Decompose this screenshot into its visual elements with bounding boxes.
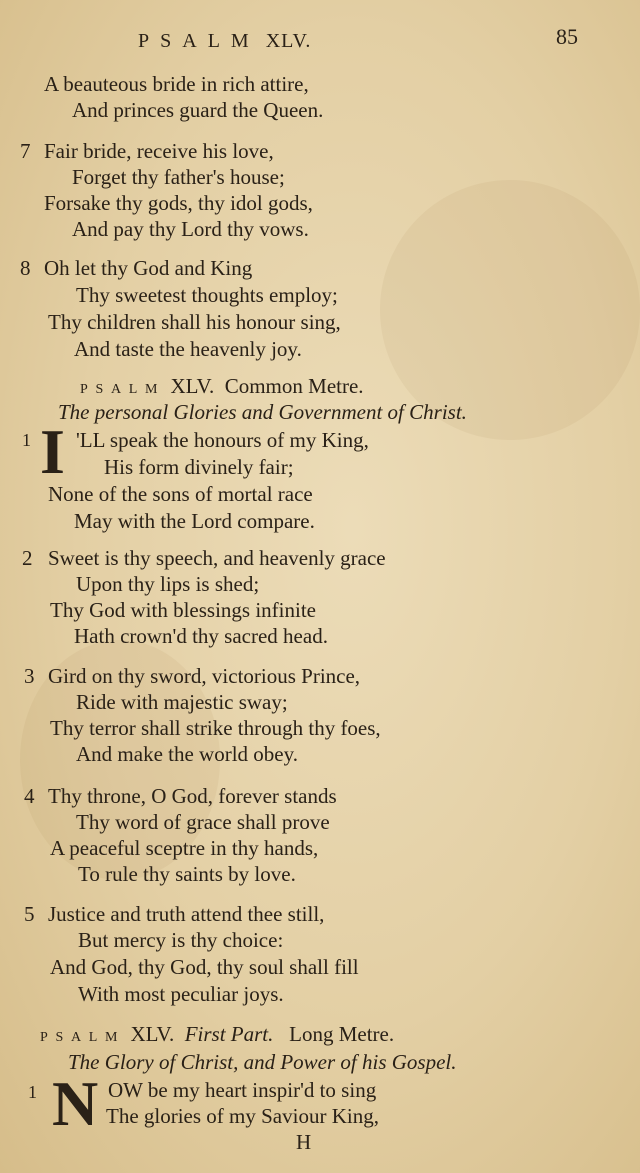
verse-line: And God, thy God, thy soul shall fill: [50, 955, 359, 979]
psalm-subtitle: The Glory of Christ, and Power of his Gospel.: [68, 1050, 457, 1074]
verse-line: Thy word of grace shall prove: [76, 810, 330, 834]
psalm-number: XLV.: [130, 1022, 175, 1046]
verse-line: And make the world obey.: [76, 742, 298, 766]
psalm-heading: [40, 1022, 394, 1050]
verse-line: And princes guard the Queen.: [72, 98, 324, 122]
verse-line: With most peculiar joys.: [78, 982, 284, 1006]
verse-line: Thy God with blessings infinite: [50, 598, 316, 622]
verse-number: 3: [24, 664, 35, 688]
verse-line: Hath crown'd thy sacred head.: [74, 624, 328, 648]
verse-line: His form divinely fair;: [104, 455, 294, 479]
psalm-part: First Part.: [184, 1022, 274, 1046]
verse-line: Sweet is thy speech, and heavenly grace: [48, 546, 386, 570]
verse-line: The glories of my Saviour King,: [106, 1104, 379, 1128]
verse-line: But mercy is thy choice:: [78, 928, 284, 952]
psalm-metre: Long Metre.: [289, 1022, 395, 1046]
psalm-subtitle: The personal Glories and Government of Christ.: [58, 400, 467, 424]
verse-line: Forget thy father's house;: [72, 165, 285, 189]
running-head: [138, 30, 311, 53]
verse-number: 4: [24, 784, 35, 808]
verse-line: Ride with majestic sway;: [76, 690, 288, 714]
verse-line: And pay thy Lord thy vows.: [72, 217, 309, 241]
verse-line: May with the Lord compare.: [74, 509, 315, 533]
psalm-word: PSALM: [40, 1030, 126, 1045]
verse-line: 'LL speak the honours of my King,: [76, 428, 369, 452]
verse-line: Justice and truth attend thee still,: [48, 902, 325, 926]
verse-number: 8: [20, 256, 31, 280]
psalm-metre: Common Metre.: [224, 374, 364, 398]
verse-number: 5: [24, 902, 35, 926]
signature-mark: H: [296, 1130, 312, 1154]
verse-line: A beauteous bride in rich attire,: [44, 72, 309, 96]
verse-line: Thy sweetest thoughts employ;: [76, 283, 338, 307]
psalm-number: XLV.: [170, 374, 215, 398]
verse-line: Oh let thy God and King: [44, 256, 253, 280]
verse-line: Thy throne, O God, forever stands: [48, 784, 337, 808]
verse-line: Gird on thy sword, victorious Prince,: [48, 664, 361, 688]
verse-line: OW be my heart inspir'd to sing: [108, 1078, 377, 1102]
verse-line: Fair bride, receive his love,: [44, 139, 274, 163]
running-psalm-number: XLV.: [265, 30, 312, 52]
verse-number: 2: [22, 546, 33, 570]
running-title: PSALM: [138, 30, 260, 52]
verse-number: 1: [22, 430, 31, 450]
verse-line: And taste the heavenly joy.: [74, 337, 302, 361]
verse-number: 7: [20, 139, 31, 163]
verse-number: 1: [28, 1082, 37, 1102]
drop-cap: I: [40, 416, 65, 487]
verse-line: Thy terror shall strike through thy foes,: [50, 716, 381, 740]
page-number: 85: [556, 24, 578, 49]
drop-cap: N: [52, 1068, 99, 1139]
psalm-word: PSALM: [80, 382, 166, 397]
verse-line: A peaceful sceptre in thy hands,: [50, 836, 319, 860]
verse-line: Thy children shall his honour sing,: [48, 310, 341, 334]
verse-line: Forsake thy gods, thy idol gods,: [44, 191, 313, 215]
verse-line: To rule thy saints by love.: [78, 862, 296, 886]
verse-line: Upon thy lips is shed;: [76, 572, 260, 596]
psalm-heading: [80, 374, 364, 402]
verse-line: None of the sons of mortal race: [48, 482, 313, 506]
